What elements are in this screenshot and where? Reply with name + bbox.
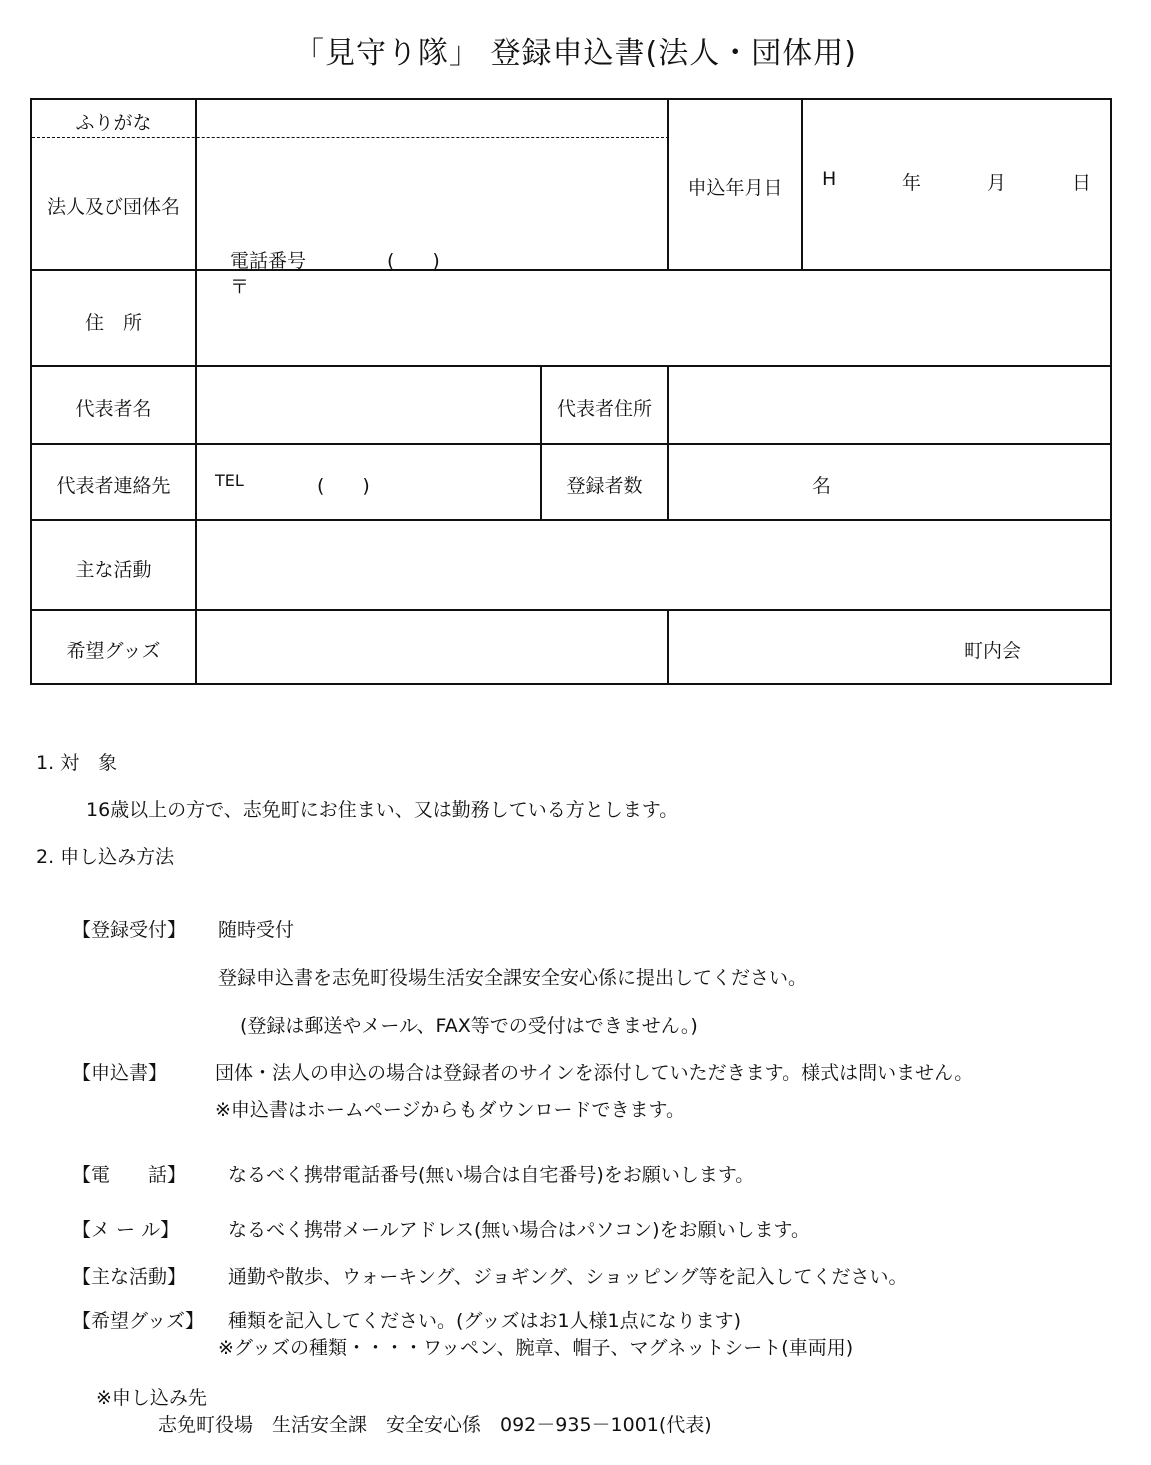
reception-body: 随時受付 <box>218 919 295 941</box>
reception-line3: (登録は郵送やメール、FAX等での受付はできません。) <box>240 1015 698 1037</box>
furigana-field[interactable] <box>197 102 665 136</box>
postal-mark: 〒 <box>230 276 250 298</box>
org-name-field[interactable] <box>197 140 665 235</box>
divider <box>801 100 803 269</box>
activity-body: 通勤や散歩、ウォーキング、ジョギング、ショッピング等を記入してください。 <box>228 1266 908 1288</box>
goods-label: 希望グッズ <box>66 640 161 662</box>
section-1-heading: 1. 対 象 <box>36 752 118 774</box>
goods-line2: ※グッズの種類・・・・ワッペン、腕章、帽子、マグネットシート(車両用) <box>218 1337 854 1359</box>
furigana-label: ふりがな <box>75 112 152 134</box>
rep-contact-label: 代表者連絡先 <box>56 475 171 497</box>
contact-body: 志免町役場 生活安全課 安全安心係 092－935－1001(代表) <box>158 1414 712 1436</box>
activity-label: 主な活動 <box>75 559 152 581</box>
date-year-unit: 年 <box>902 172 922 194</box>
goods-field[interactable] <box>197 611 665 683</box>
registrants-unit: 名 <box>812 475 832 497</box>
org-name-label: 法人及び団体名 <box>46 196 180 218</box>
form-line2: ※申込書はホームページからもダウンロードできます。 <box>215 1099 686 1121</box>
date-era: H <box>822 168 837 190</box>
tel-parens[interactable]: ( ) <box>317 475 370 497</box>
divider <box>32 443 1112 445</box>
rep-name-field[interactable] <box>197 367 538 441</box>
address-label: 住 所 <box>84 312 142 334</box>
phone-label-note: 【電 話】 <box>72 1164 187 1186</box>
phone-label: 電話番号 <box>230 250 307 272</box>
mail-body: なるべく携帯メールアドレス(無い場合はパソコン)をお願いします。 <box>228 1219 810 1241</box>
date-month-unit: 月 <box>987 172 1007 194</box>
neighborhood-field[interactable] <box>669 611 959 683</box>
phone-parens[interactable]: ( ) <box>387 250 440 272</box>
rep-name-label: 代表者名 <box>75 398 152 420</box>
apply-date-label: 申込年月日 <box>687 177 783 199</box>
activity-label-note: 【主な活動】 <box>72 1266 187 1288</box>
divider <box>32 137 669 138</box>
registration-form-table <box>30 98 1112 685</box>
neighborhood-label: 町内会 <box>964 640 1022 662</box>
page-title: 「見守り隊」 登録申込書(法人・団体用) <box>294 36 857 71</box>
phone-body: なるべく携帯電話番号(無い場合は自宅番号)をお願いします。 <box>228 1164 755 1186</box>
section-1-body: 16歳以上の方で、志免町にお住まい、又は勤務している方とします。 <box>86 799 679 821</box>
contact-heading: ※申し込み先 <box>96 1387 207 1409</box>
activity-field[interactable] <box>197 521 1110 607</box>
goods-body: 種類を記入してください。(グッズはお1人様1点になります) <box>228 1310 742 1332</box>
rep-address-label: 代表者住所 <box>556 398 652 420</box>
reception-line2: 登録申込書を志免町役場生活安全課安全安心係に提出してください。 <box>218 967 808 989</box>
form-body: 団体・法人の申込の場合は登録者のサインを添付していただきます。様式は問いません。 <box>215 1062 974 1084</box>
address-field[interactable] <box>197 271 1110 363</box>
tel-label: TEL <box>215 471 244 490</box>
date-day-unit: 日 <box>1072 172 1092 194</box>
section-2-heading: 2. 申し込み方法 <box>36 846 175 868</box>
mail-label: 【メ ー ル】 <box>72 1219 180 1241</box>
goods-label-note: 【希望グッズ】 <box>72 1310 205 1332</box>
reception-label: 【登録受付】 <box>72 919 187 941</box>
registrants-label: 登録者数 <box>566 475 643 497</box>
form-label: 【申込書】 <box>72 1062 168 1084</box>
rep-address-field[interactable] <box>669 367 1110 441</box>
